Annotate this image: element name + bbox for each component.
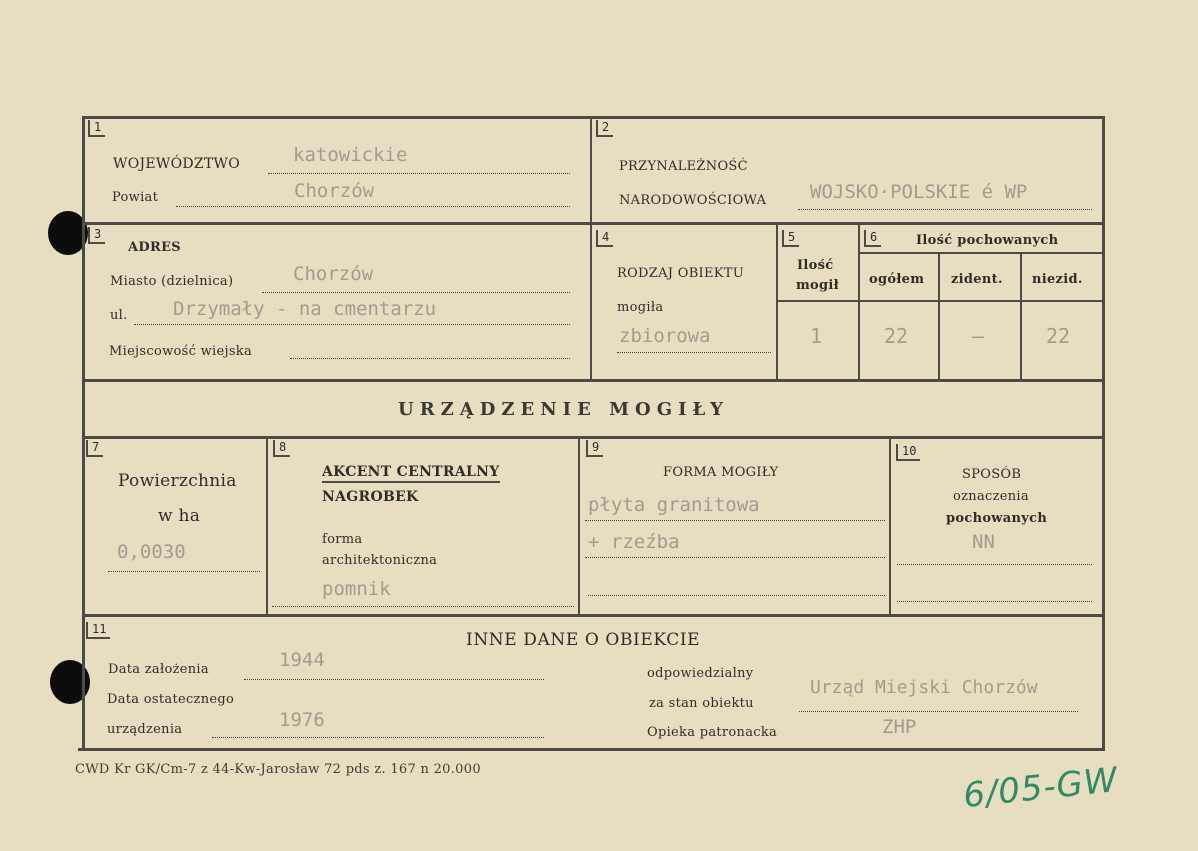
rodzaj-obiektu-title: RODZAJ OBIEKTU xyxy=(617,266,745,281)
data-zalozenia-value: 1944 xyxy=(279,649,325,671)
wojewodztwo-label: WOJEWÓDZTWO xyxy=(113,156,241,172)
sposob-line1 xyxy=(897,564,1092,565)
section-number-3: 3 xyxy=(88,227,105,244)
print-info-footer: CWD Kr GK/Cm-7 z 44-Kw-Jarosław 72 pds z. 167 n 20.000 xyxy=(75,762,481,777)
narodowosciowa-line xyxy=(798,209,1092,210)
divider-row3 xyxy=(82,436,1105,439)
ilosc-mogil-title2: mogił xyxy=(796,278,839,293)
rodzaj-line xyxy=(617,352,771,353)
zident-header: zident. xyxy=(951,272,1003,287)
opieka-patronacka-label: Opieka patronacka xyxy=(647,725,778,740)
powierzchnia-line xyxy=(108,571,260,572)
niezid-value: 22 xyxy=(1046,324,1071,348)
miasto-line xyxy=(262,292,570,293)
ilosc-mogil-value: 1 xyxy=(810,324,823,348)
section-number-5: 5 xyxy=(782,230,799,247)
za-stan-obiektu-label: za stan obiektu xyxy=(649,696,754,711)
section-number-6: 6 xyxy=(864,230,881,247)
powiat-value: Chorzów xyxy=(294,180,375,202)
powierzchnia-value: 0,0030 xyxy=(117,541,186,563)
odpowiedzialny-value: Urząd Miejski Chorzów xyxy=(810,677,1038,698)
narodowosciowa-label: NARODOWOŚCIOWA xyxy=(619,193,767,208)
section-number-9: 9 xyxy=(586,440,603,457)
data-zalozenia-label: Data założenia xyxy=(108,662,209,677)
vline-s6-col3 xyxy=(1020,254,1022,379)
powiat-label: Powiat xyxy=(112,190,159,205)
inne-dane-title: INNE DANE O OBIEKCIE xyxy=(466,630,701,650)
vline-s6-col2 xyxy=(938,254,940,379)
section-number-2: 2 xyxy=(596,120,613,137)
sposob-value: NN xyxy=(972,531,995,553)
divider-row4 xyxy=(82,614,1105,617)
akcent-line xyxy=(272,606,574,607)
ulica-line xyxy=(134,324,570,325)
forma-label: forma xyxy=(322,532,363,547)
wojewodztwo-line xyxy=(268,173,570,174)
ogolem-header: ogółem xyxy=(869,272,925,287)
sposob-title: SPOSÓB xyxy=(962,467,1022,482)
frame-left xyxy=(82,116,85,750)
oznaczenia-title: oznaczenia xyxy=(953,489,1029,504)
section-number-1: 1 xyxy=(88,120,105,137)
niezid-header: niezid. xyxy=(1032,272,1083,287)
urzadzenia-label: urządzenia xyxy=(107,722,183,737)
narodowosciowa-value: WOJSKO·POLSKIE é WP xyxy=(810,181,1028,203)
powiat-line xyxy=(176,206,570,207)
forma-mogily-title: FORMA MOGIŁY xyxy=(663,465,779,480)
opieka-patronacka-value: ZHP xyxy=(882,716,917,738)
divider-row2 xyxy=(82,379,1105,382)
forma-mogily-value1: płyta granitowa xyxy=(588,494,760,516)
vline-s8-s9 xyxy=(578,436,580,616)
miasto-value: Chorzów xyxy=(293,263,374,285)
adres-title: ADRES xyxy=(128,240,181,255)
rodzaj-mogila-label: mogiła xyxy=(617,300,664,315)
miejscowosc-wiejska-line xyxy=(290,358,570,359)
frame-bottom xyxy=(78,748,1105,751)
miasto-label: Miasto (dzielnica) xyxy=(110,274,234,289)
section-number-10: 10 xyxy=(896,444,920,461)
sposob-line2 xyxy=(897,601,1092,602)
vline-s1-s2 xyxy=(590,116,592,225)
data-ostatecznego-line xyxy=(212,737,544,738)
hline-s5-s6-header xyxy=(778,300,1103,302)
architektoniczna-label: architektoniczna xyxy=(322,553,438,568)
section-number-4: 4 xyxy=(596,230,613,247)
forma-mogily-value2: + rzeźba xyxy=(588,531,680,553)
vline-s3-s4 xyxy=(590,222,592,380)
frame-top xyxy=(82,116,1105,119)
forma-mogily-line1 xyxy=(585,520,885,521)
zident-value: – xyxy=(972,324,985,348)
akcent-centralny-title: AKCENT CENTRALNY xyxy=(322,464,500,483)
section-number-7: 7 xyxy=(86,440,103,457)
section-number-11: 11 xyxy=(86,622,110,639)
rodzaj-value: zbiorowa xyxy=(619,325,711,347)
ulica-value: Drzymały - na cmentarzu xyxy=(173,298,437,320)
forma-mogily-line3 xyxy=(588,595,885,596)
data-ostatecznego-label: Data ostatecznego xyxy=(107,692,235,707)
miejscowosc-wiejska-label: Miejscowość wiejska xyxy=(109,344,253,359)
ilosc-pochowanych-title: Ilość pochowanych xyxy=(916,233,1059,248)
frame-right xyxy=(1102,116,1105,750)
urzadzenie-mogily-heading: URZĄDZENIE MOGIŁY xyxy=(398,399,729,420)
handwritten-signature: 6/05-GW xyxy=(961,759,1121,817)
data-ostatecznego-value: 1976 xyxy=(279,709,325,731)
odpowiedzialny-label: odpowiedzialny xyxy=(647,666,754,681)
ilosc-mogil-title1: Ilość xyxy=(797,258,834,273)
data-zalozenia-line xyxy=(244,679,544,680)
wojewodztwo-value: katowickie xyxy=(293,144,408,166)
przynaleznosc-label: PRZYNALEŻNOŚĆ xyxy=(619,159,748,174)
ogolem-value: 22 xyxy=(884,324,909,348)
divider-row1 xyxy=(82,222,1105,225)
powierzchnia-label: Powierzchnia xyxy=(118,471,237,491)
ulica-label: ul. xyxy=(110,308,128,323)
vline-s9-s10 xyxy=(889,436,891,616)
vline-s7-s8 xyxy=(266,436,268,616)
pochowanych-title: pochowanych xyxy=(946,511,1048,526)
odpowiedzialny-line xyxy=(799,711,1078,712)
akcent-value: pomnik xyxy=(322,578,391,600)
hline-s6-title xyxy=(858,252,1103,254)
w-ha-label: w ha xyxy=(158,506,201,526)
nagrobek-title: NAGROBEK xyxy=(322,489,419,505)
section-number-8: 8 xyxy=(273,440,290,457)
forma-mogily-line2 xyxy=(585,557,885,558)
